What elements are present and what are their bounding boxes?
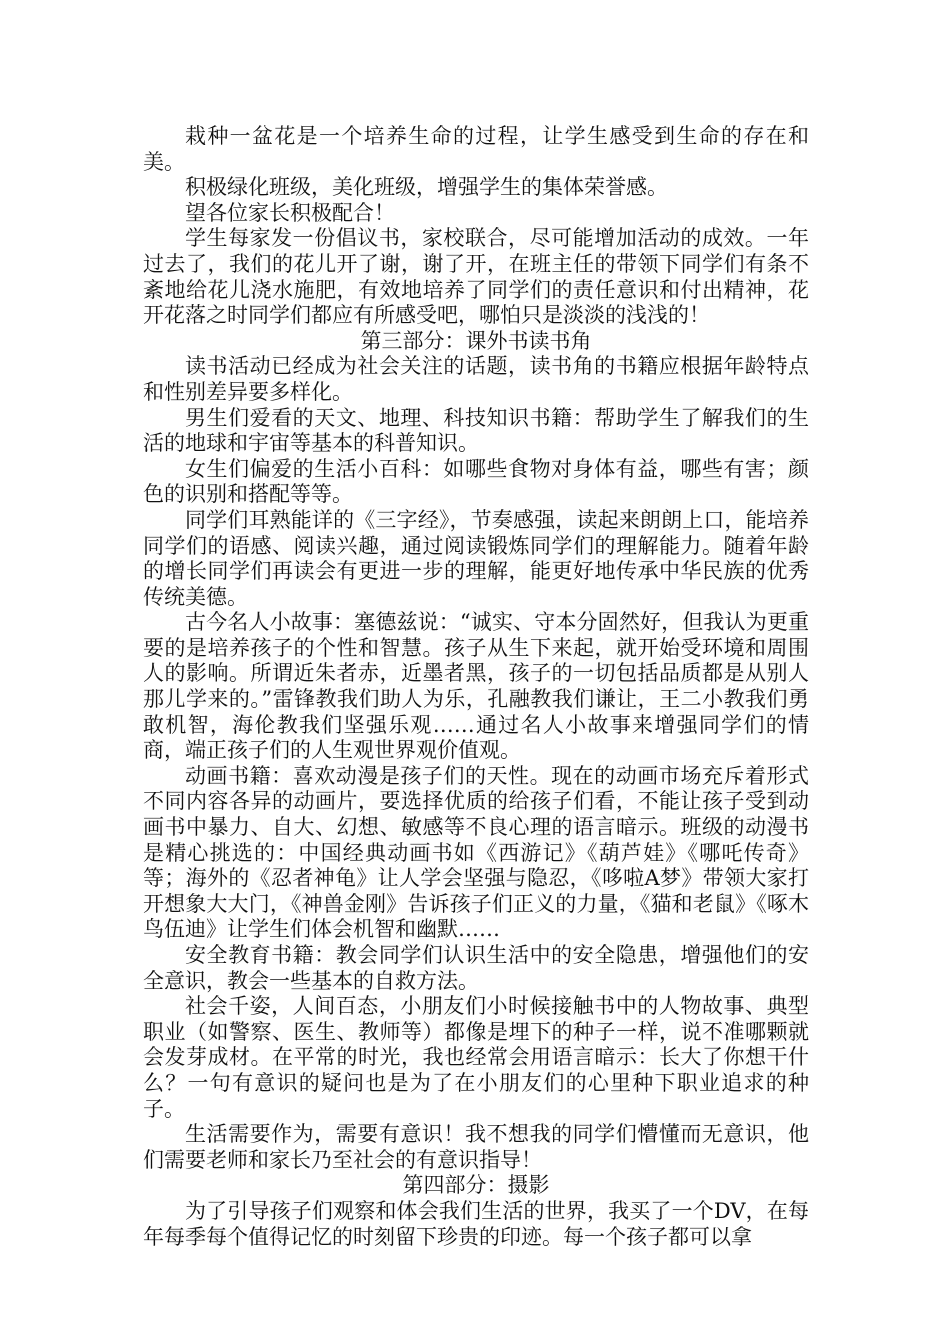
paragraph: 社会千姿，人间百态，小朋友们小时候接触书中的人物故事、典型职业（如警察、医生、教师等）都像是埋下的种子一样，说不准哪颗就会发芽成材。在平常的时光，我也经常会用语言暗示：长大了你想干什么？一句有意识的疑问也是为了在小朋友们的心里种下职业追求的种子。 [143, 994, 809, 1121]
section-heading-part3: 第三部分：课外书读书角 [360, 328, 592, 353]
section-heading-part4: 第四部分：摄影 [402, 1173, 550, 1198]
paragraph: 读书活动已经成为社会关注的话题，读书角的书籍应根据年龄特点和性别差异要多样化。 [143, 354, 809, 404]
paragraph: 生活需要作为，需要有意识！我不想我的同学们懵懂而无意识，他们需要老师和家长乃至社会的有意识指导！ [143, 1122, 809, 1172]
paragraph: 动画书籍：喜欢动漫是孩子们的天性。现在的动画市场充斥着形式不同内容各异的动画片，要选择优质的给孩子们看，不能让孩子受到动画书中暴力、自大、幻想、敏感等不良心理的语言暗示。班级的动漫书是精心挑选的：中国经典动画书如《西游记》《葫芦娃》《哪吒传奇》等；海外的《忍者神龟》让人学会坚强与隐忍，《哆啦A梦》带领大家打开想象大大门，《神兽金刚》告诉孩子们正义的力量，《猫和老鼠》《啄木鸟伍迪》让学生们体会机智和幽默…… [143, 763, 809, 942]
paragraph: 学生每家发一份倡议书，家校联合，尽可能增加活动的成效。一年过去了，我们的花儿开了谢，谢了开，在班主任的带领下同学们有条不紊地给花儿浇水施肥，有效地培养了同学们的责任意识和付出精神，花开花落之时同学们都应有所感受吧，哪怕只是淡淡的浅浅的！ [143, 226, 809, 328]
paragraph: 为了引导孩子们观察和体会我们生活的世界，我买了一个DV，在每年每季每个值得记忆的时刻留下珍贵的印迹。每一个孩子都可以拿 [143, 1198, 809, 1249]
paragraph: 望各位家长积极配合！ [185, 200, 395, 225]
paragraph: 安全教育书籍：教会同学们认识生活中的安全隐患，增强他们的安全意识，教会一些基本的自救方法。 [143, 943, 809, 993]
paragraph: 栽种一盆花是一个培养生命的过程，让学生感受到生命的存在和美。 [143, 124, 809, 174]
document-body [143, 124, 809, 1250]
paragraph: 积极绿化班级，美化班级，增强学生的集体荣誉感。 [185, 175, 668, 200]
paragraph: 古今名人小故事：塞德兹说：“诚实、守本分固然好，但我认为更重要的是培养孩子的个性和智慧。孩子从生下来起，就开始受环境和周围人的影响。所谓近朱者赤，近墨者黑，孩子的一切包括品质都是从别人那儿学来的。”雷锋教我们助人为乐，孔融教我们谦让，王二小教我们勇敢机智，海伦教我们坚强乐观……通过名人小故事来增强同学们的情商，端正孩子们的人生观世界观价值观。 [143, 610, 809, 763]
paragraph: 同学们耳熟能详的《三字经》，节奏感强，读起来朗朗上口，能培养同学们的语感、阅读兴趣，通过阅读锻炼同学们的理解能力。随着年龄的增长同学们再读会有更进一步的理解，能更好地传承中华民族的优秀传统美德。 [143, 507, 809, 609]
paragraph: 女生们偏爱的生活小百科：如哪些食物对身体有益，哪些有害；颜色的识别和搭配等等。 [143, 456, 809, 507]
paragraph: 男生们爱看的天文、地理、科技知识书籍：帮助学生了解我们的生活的地球和宇宙等基本的科普知识。 [143, 405, 809, 456]
